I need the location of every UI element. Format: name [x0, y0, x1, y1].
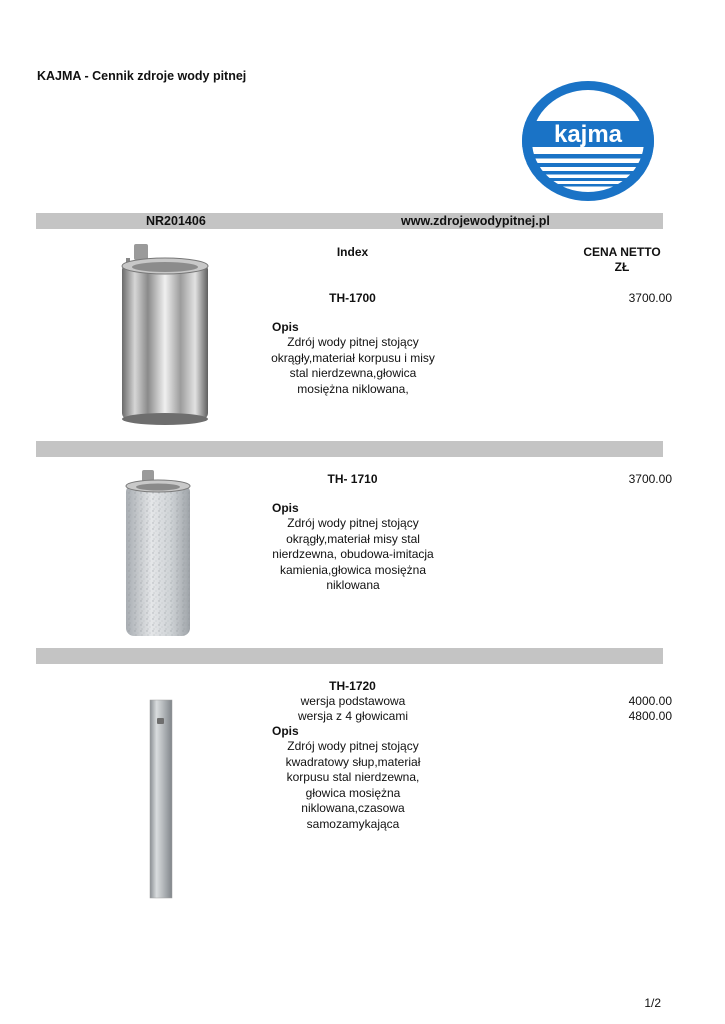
description-line: niklowana: [326, 578, 380, 592]
variant-price: 4000.00: [628, 694, 672, 708]
price-header-line2: ZŁ: [614, 260, 630, 274]
section-band: [36, 213, 663, 229]
description-line: okrągły,materiał misy stal: [286, 531, 420, 546]
section-divider: [36, 441, 663, 457]
description-label: Opis: [272, 724, 299, 738]
website-link[interactable]: www.zdrojewodypitnej.pl: [401, 214, 550, 228]
product-index: TH-1700: [329, 291, 376, 305]
product-description: [263, 335, 443, 397]
product-index: TH- 1710: [327, 472, 378, 486]
description-line: kwadratowy słup,materiał: [285, 754, 421, 769]
description-line: Zdrój wody pitnej stojący: [287, 335, 419, 349]
description-line: Zdrój wody pitnej stojący: [287, 739, 419, 753]
description-line: okrągły,materiał korpusu i misy: [271, 350, 435, 365]
product-image-th1700: [118, 240, 212, 430]
variant-label: wersja z 4 głowicami: [297, 709, 409, 723]
description-line: nierdzewna, obudowa-imitacja: [272, 547, 434, 561]
description-line: głowica mosiężna: [305, 785, 401, 800]
description-line: samozamykająca: [306, 816, 400, 831]
product-price: 3700.00: [628, 472, 672, 486]
description-line: kamienia,głowica mosiężna: [279, 562, 427, 577]
product-image-th1720: [148, 698, 174, 900]
product-description: [263, 739, 443, 832]
section-divider: [36, 648, 663, 664]
page-number: 1/2: [644, 996, 661, 1010]
document-title: KAJMA - Cennik zdroje wody pitnej: [37, 69, 247, 83]
description-label: Opis: [272, 501, 299, 515]
price-column-header: [572, 245, 672, 275]
description-line: Zdrój wody pitnej stojący: [287, 516, 419, 530]
index-column-header: Index: [336, 245, 369, 259]
catalog-number: NR201406: [146, 214, 206, 228]
logo-wordmark: kajma: [553, 121, 623, 148]
description-label: Opis: [272, 320, 299, 334]
variant-label: wersja podstawowa: [300, 694, 406, 708]
price-header-line1: CENA NETTO: [583, 245, 661, 259]
variant-price: 4800.00: [628, 709, 672, 723]
kajma-logo: [521, 80, 655, 202]
product-image-th1710: [122, 468, 194, 640]
description-line: korpusu stal nierdzewna,: [286, 770, 420, 784]
product-description: [263, 516, 443, 594]
product-price: 3700.00: [628, 291, 672, 305]
description-line: stal nierdzewna,głowica: [289, 366, 417, 380]
product-index: TH-1720: [329, 679, 376, 693]
description-line: niklowana,czasowa: [301, 801, 405, 815]
description-line: mosiężna niklowana,: [297, 381, 409, 396]
